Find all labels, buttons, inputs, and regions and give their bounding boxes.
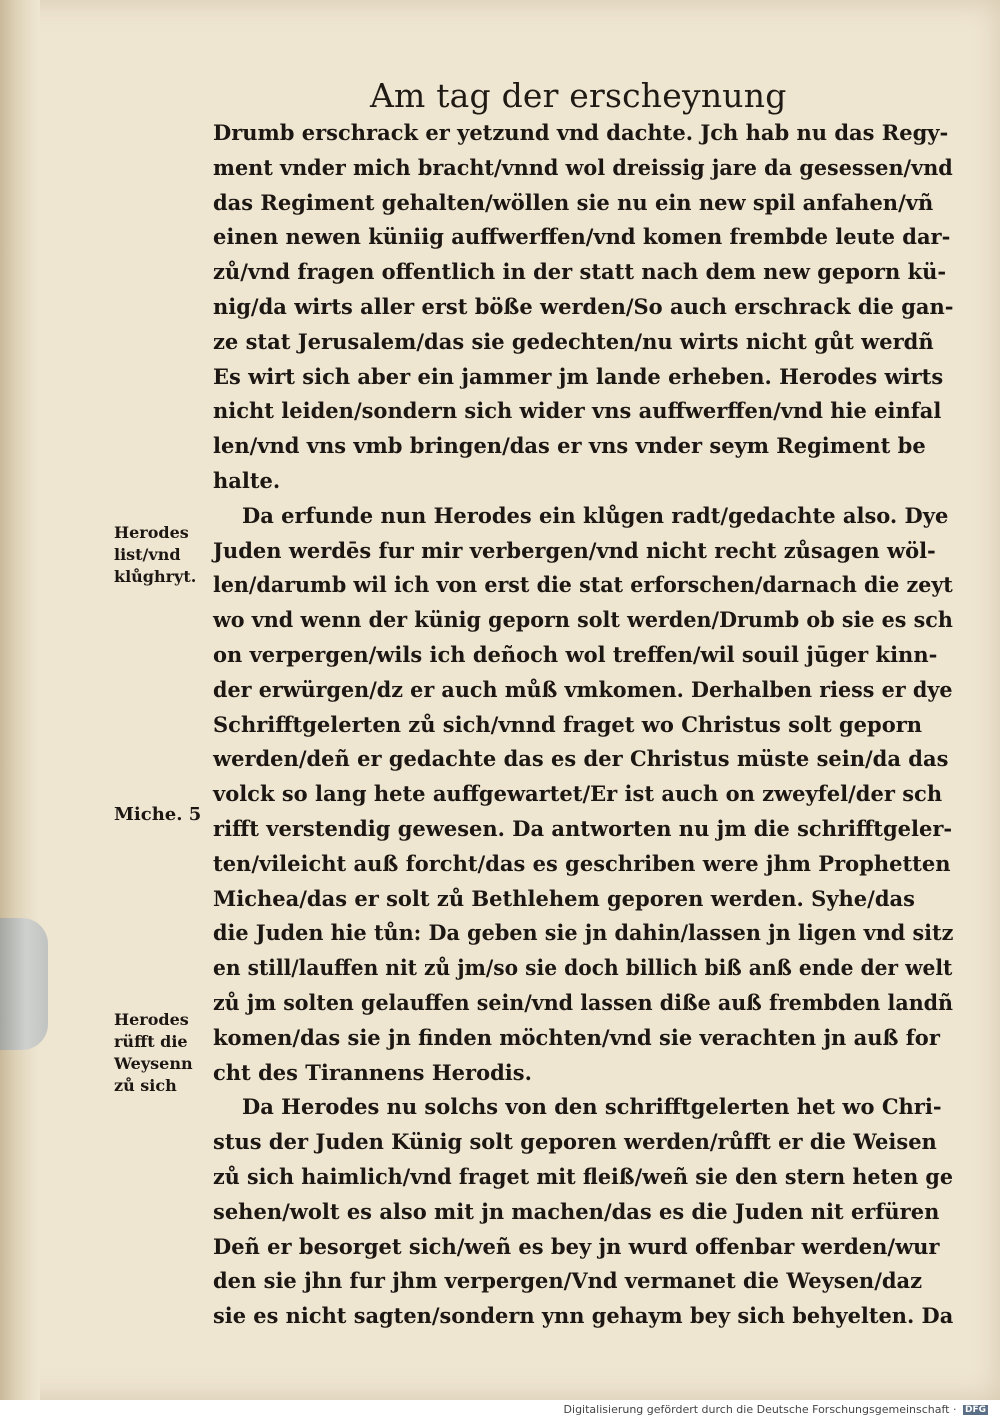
margin-note-line: list/vnd bbox=[114, 545, 181, 564]
text-line: nig/da wirts aller erst böße werden/So auch erschrack die gan- bbox=[213, 293, 954, 319]
margin-note-herodes-list bbox=[114, 522, 196, 588]
text-line: Juden werdēs fur mir verbergen/vnd nicht recht zůsagen wöl- bbox=[213, 537, 936, 563]
text-line: Da Herodes nu solchs von den schrifftgelerten het wo Chri- bbox=[242, 1094, 942, 1120]
text-line: cht des Tirannens Herodis. bbox=[213, 1059, 532, 1085]
running-header: Am tag der erscheynung bbox=[370, 76, 787, 115]
text-line: ten/vileicht auß forcht/das es geschriben were jhm Prophetten bbox=[213, 850, 951, 876]
page-clip bbox=[0, 918, 48, 1050]
text-line: nicht leiden/sondern sich wider vns auffwerffen/vnd hie einfal bbox=[213, 398, 942, 424]
text-line: der erwürgen/dz er auch můß vmkomen. Derhalben riess er dye bbox=[213, 676, 953, 702]
text-line: zů jm solten gelauffen sein/vnd lassen diße auß frembden landñ bbox=[213, 989, 954, 1015]
text-line: zů/vnd fragen offentlich in der statt nach dem new geporn kü- bbox=[213, 259, 947, 285]
text-line: zů sich haimlich/vnd fraget mit fleiß/weñ sie den stern heten ge bbox=[213, 1163, 954, 1189]
page-gutter bbox=[0, 0, 40, 1400]
margin-note-line: rüfft die bbox=[114, 1032, 188, 1051]
margin-note-line: Herodes bbox=[114, 523, 189, 542]
margin-note-herodes-rufft bbox=[114, 1009, 193, 1097]
margin-note-miche bbox=[114, 804, 201, 826]
margin-note-line: Weysenn bbox=[114, 1054, 193, 1073]
margin-note-line: zů sich bbox=[114, 1076, 177, 1095]
text-line: das Regiment gehalten/wöllen sie nu ein new spil anfahen/vñ bbox=[213, 189, 934, 215]
text-line: die Juden hie tůn: Da geben sie jn dahin/lassen jn ligen vnd sitz bbox=[213, 920, 954, 946]
margin-note-line: klůghryt. bbox=[114, 567, 197, 586]
text-line: ment vnder mich bracht/vnnd wol dreissig jare da gesessen/vnd bbox=[213, 154, 953, 180]
text-line: Es wirt sich aber ein jammer jm lande erheben. Herodes wirts bbox=[213, 363, 944, 389]
text-line: den sie jhn fur jhm verpergen/Vnd vermanet die Weysen/daz bbox=[213, 1268, 923, 1294]
text-line: komen/das sie jn finden möchten/vnd sie verachten jn auß for bbox=[213, 1024, 940, 1050]
text-line: len/vnd vns vmb bringen/das er vns vnder seym Regiment be bbox=[213, 433, 926, 459]
funding-footer: Digitalisierung gefördert durch die Deutsche Forschungsgemeinschaft · DFG bbox=[563, 1403, 986, 1416]
footer-text: Digitalisierung gefördert durch die Deutsche Forschungsgemeinschaft bbox=[563, 1403, 950, 1416]
text-line: Schrifftgelerten zů sich/vnnd fraget wo Christus solt geporn bbox=[213, 711, 923, 737]
text-line: sehen/wolt es also mit jn machen/das es die Juden nit erfüren bbox=[213, 1198, 940, 1224]
text-line: Deñ er besorget sich/weñ es bey jn wurd offenbar werden/wur bbox=[213, 1233, 940, 1259]
text-line: Drumb erschrack er yetzund vnd dachte. Jch hab nu das Regy- bbox=[213, 120, 949, 145]
text-line: Michea/das er solt zů Bethlehem geporen werden. Syhe/das bbox=[213, 885, 915, 911]
text-line: len/darumb wil ich von erst die stat erforschen/darnach die zeyt bbox=[213, 572, 953, 598]
text-line: einen newen küniig auffwerffen/vnd komen frembde leute dar- bbox=[213, 224, 951, 250]
text-line: on verpergen/wils ich deñoch wol treffen/wil souil jūger kinn- bbox=[213, 641, 938, 667]
margin-note-line: Herodes bbox=[114, 1010, 189, 1029]
text-line: ze stat Jerusalem/das sie gedechten/nu wirts nicht gůt werdñ bbox=[213, 328, 934, 354]
text-line: volck so lang hete auffgewartet/Er ist auch on zweyfel/der sch bbox=[213, 781, 943, 807]
text-line: werden/deñ er gedachte das es der Christus müste sein/da das bbox=[213, 746, 949, 772]
text-line: en still/lauffen nit zů jm/so sie doch billich biß anß ende der welt bbox=[213, 955, 953, 981]
text-line: sie es nicht sagten/sondern ynn gehaym bey sich behyelten. Da bbox=[213, 1303, 954, 1329]
text-line: wo vnd wenn der künig geporn solt werden/Drumb ob sie es sch bbox=[213, 607, 953, 633]
dfg-logo: DFG bbox=[964, 1405, 986, 1415]
text-line: Da erfunde nun Herodes ein klůgen radt/gedachte also. Dye bbox=[242, 502, 949, 528]
text-line: halte. bbox=[213, 467, 281, 493]
text-line: stus der Juden Künig solt geporen werden/růfft er die Weisen bbox=[213, 1129, 937, 1155]
main-text-block bbox=[213, 116, 953, 1334]
text-line: rifft verstendig gewesen. Da antworten nu jm die schrifftgeler- bbox=[213, 815, 953, 841]
margin-note-line: Miche. 5 bbox=[114, 804, 202, 825]
